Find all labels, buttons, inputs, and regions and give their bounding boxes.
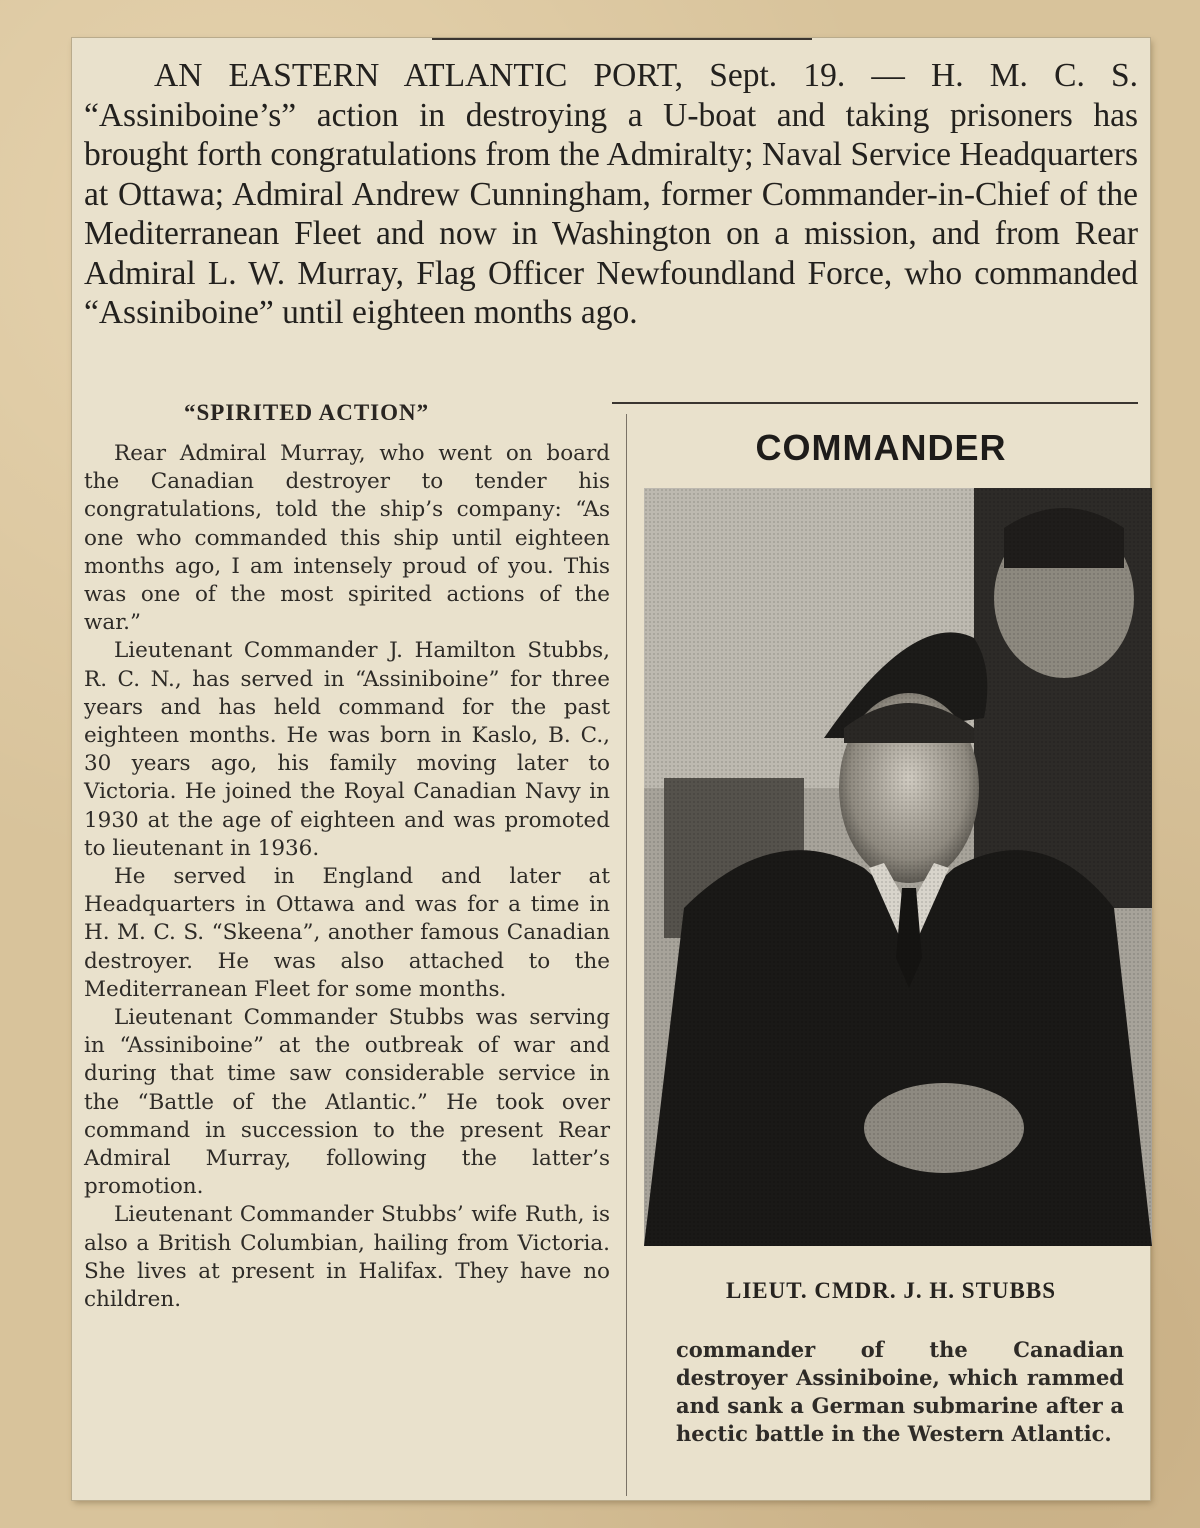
newspaper-clipping	[72, 38, 1150, 1500]
photo-box	[638, 408, 1144, 1498]
caption-text: commander of the Canadian destroyer Assiniboine, which rammed and sank a German submarine after a hectic battle in the Western Atlantic.	[676, 1337, 1124, 1446]
paragraph: Lieutenant Commander J. Hamilton Stubbs, R. C. N., has served in “Assiniboine” for three years and has held command for the past eighteen months. He was born in Kaslo, B. C., 30 years ago, his family moving later to Victoria. He joined the Royal Canadian Navy in 1930 at the age of eighteen and was promoted to lieutenant in 1936.	[84, 638, 610, 861]
paragraph: Lieutenant Commander Stubbs was serving in “Assiniboine” at the outbreak of war and during that time saw considerable service in the “Battle of the Atlantic.” He took over command in succession to the present Rear Admiral Murray, following the latter’s promotion.	[84, 1005, 610, 1200]
article-body	[84, 440, 610, 1314]
photo-heading: COMMANDER	[755, 427, 1007, 468]
subhead: “SPIRITED ACTION”	[184, 400, 430, 425]
portrait-illustration	[644, 488, 1152, 1246]
paragraph: Rear Admiral Murray, who went on board the Canadian destroyer to tender his congratulations, told the ship’s company: “As one who commanded this ship until eighteen months ago, I am intensely proud of you. This was one of the most spirited actions of the war.”	[84, 441, 610, 636]
article-column	[84, 400, 610, 1496]
top-rule	[432, 38, 812, 42]
photo-box-rule	[612, 402, 1138, 404]
paragraph: Lieutenant Commander Stubbs’ wife Ruth, is also a British Columbian, hailing from Victoria. She lives at present in Halifax. They have no children.	[84, 1202, 610, 1313]
paragraph: He served in England and later at Headquarters in Ottawa and was for a time in H. M. C. S. “Skeena”, another famous Canadian destroyer. He was also attached to the Mediterranean Fleet for some months.	[84, 864, 610, 1002]
column-divider	[626, 414, 627, 1496]
lead-paragraph: AN EASTERN ATLANTIC PORT, Sept. 19. — H. M. C. S. “Assiniboine’s” action in destroying a U-boat and taking prisoners has brought forth congratulations from the Admiralty; Naval Service Headquarters at Ottawa; Admiral Andrew Cunningham, former Commander-in-Chief of the Mediterranean Fleet and now in Washington on a mission, and from Rear Admiral L. W. Murray, Flag Officer Newfoundland Force, who commanded “Assiniboine” until eighteen months ago.	[84, 57, 1138, 331]
portrait-photo	[644, 488, 1152, 1246]
caption-name: LIEUT. CMDR. J. H. STUBBS	[725, 1278, 1057, 1303]
